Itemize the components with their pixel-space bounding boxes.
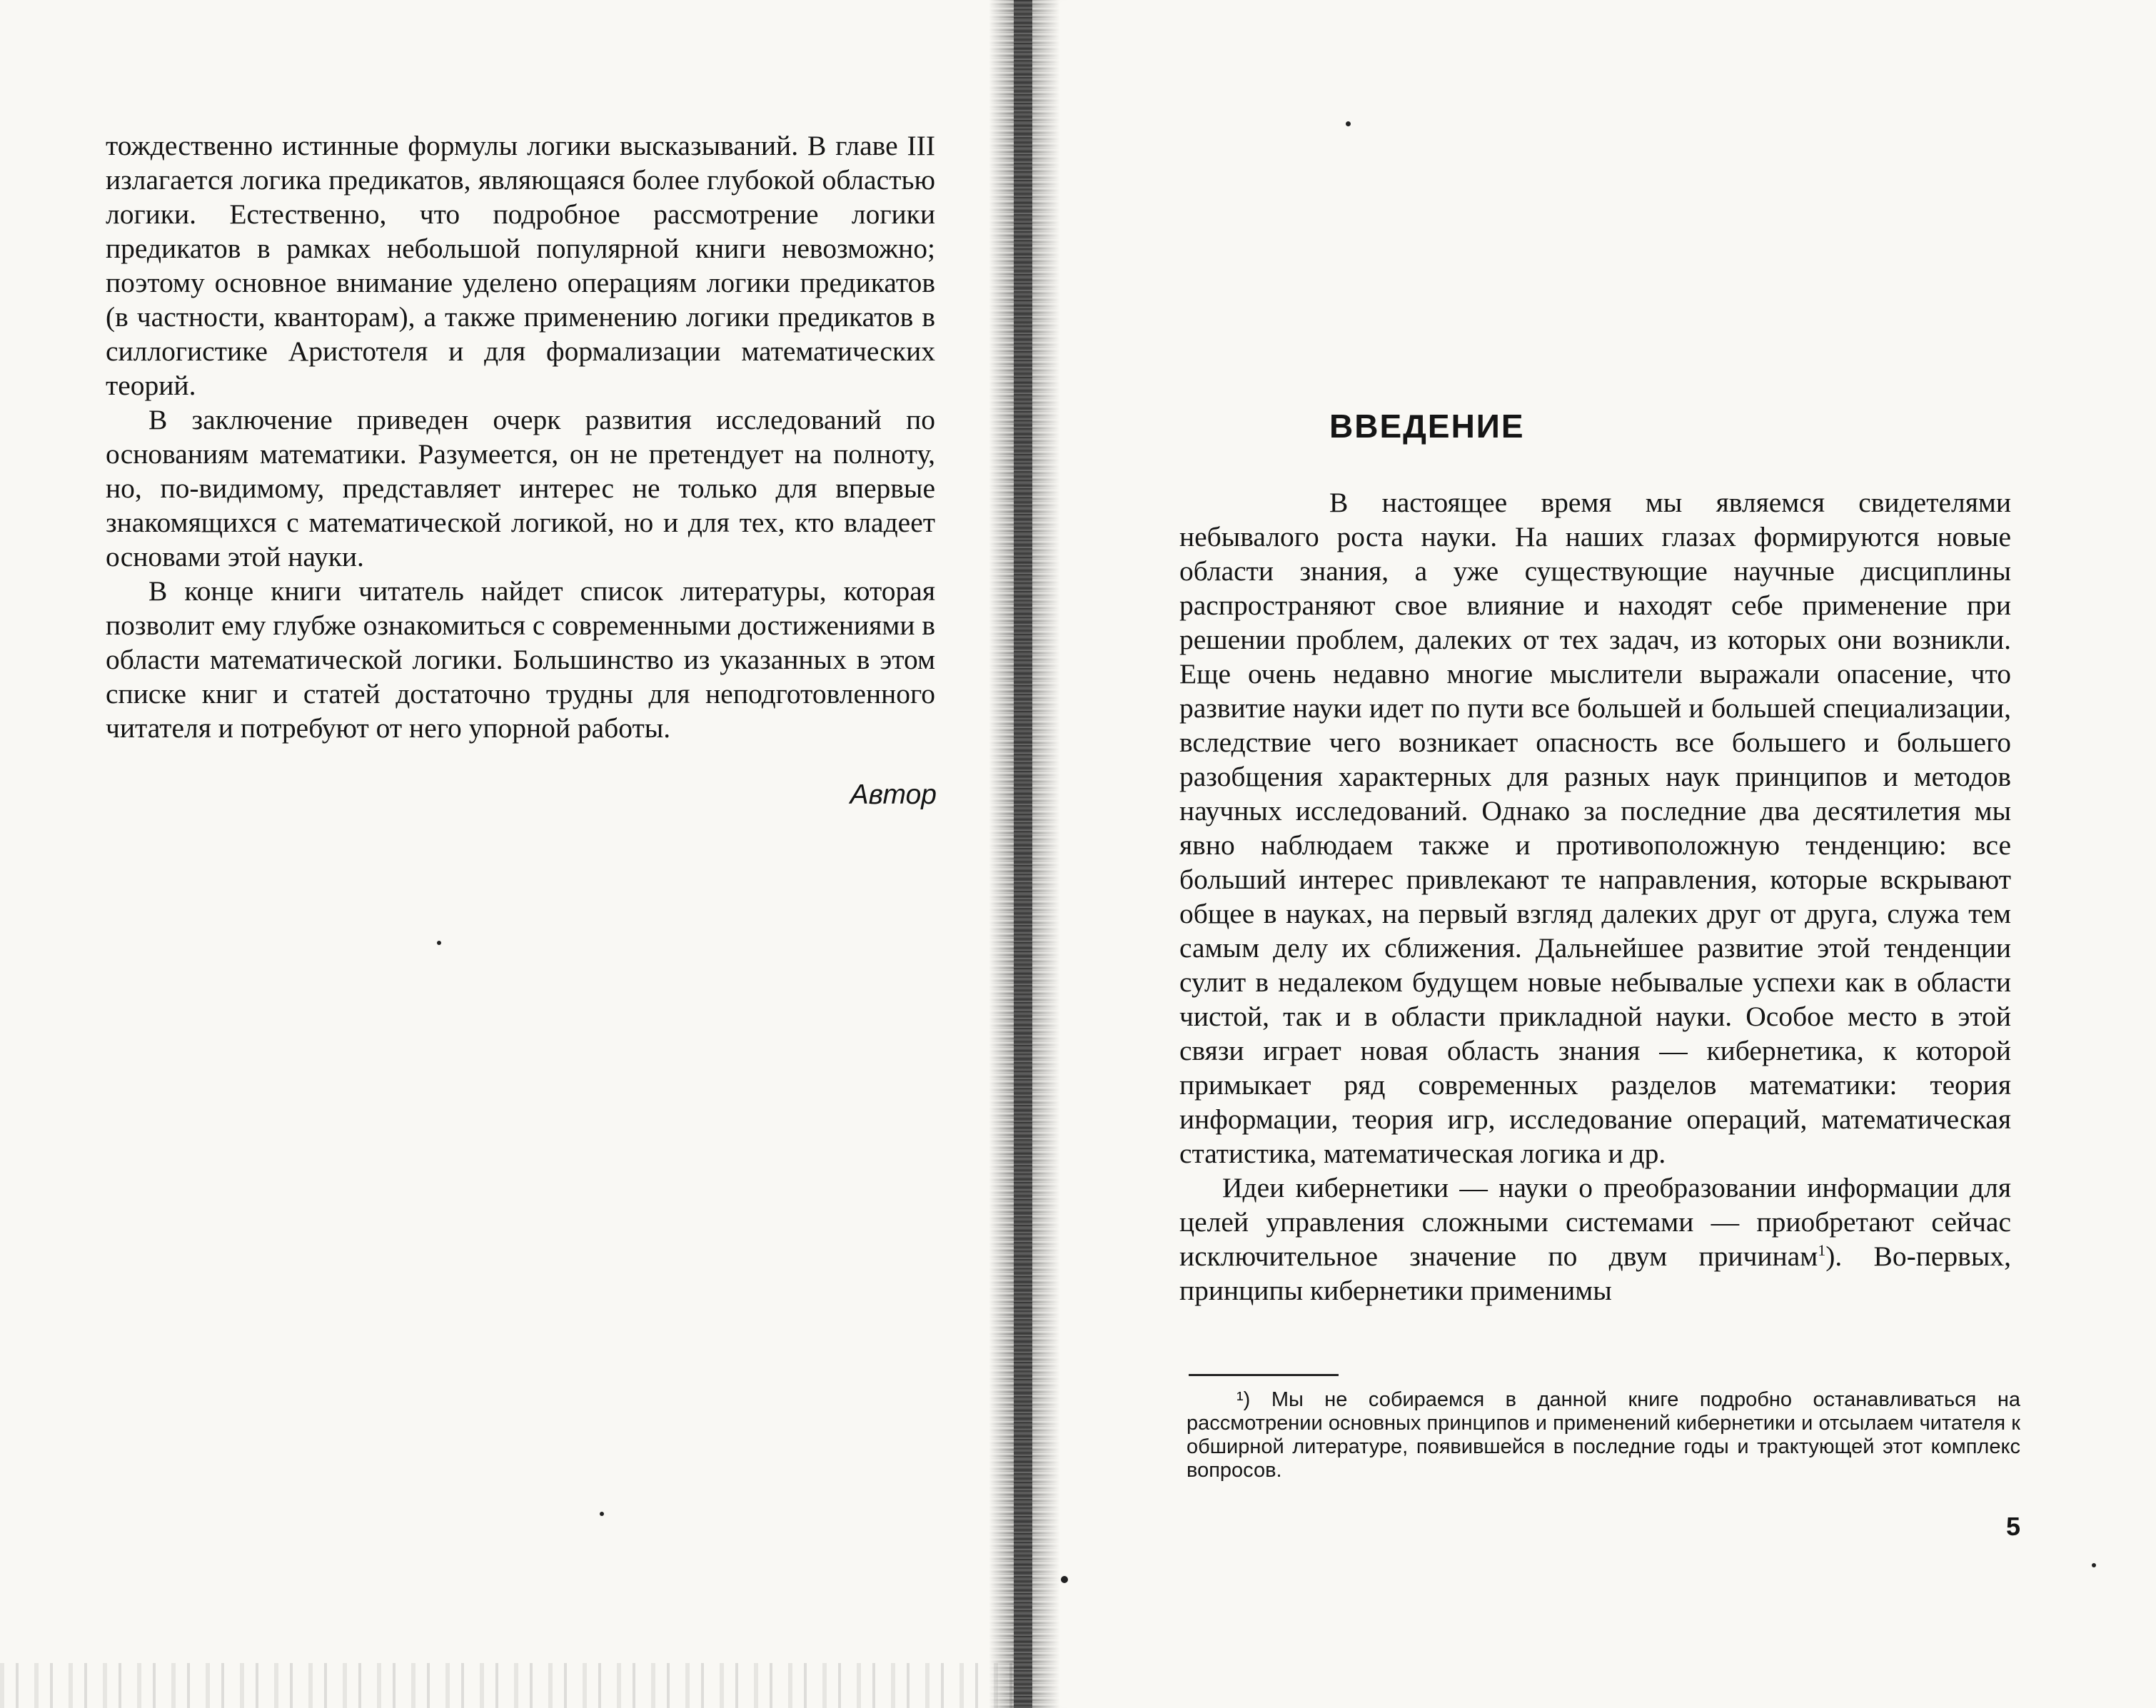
paragraph-text: ). Во-первых, принципы кибернетики применимы bbox=[1179, 1240, 2011, 1306]
page-number: 5 bbox=[2005, 1512, 2020, 1541]
scan-speck bbox=[2092, 1563, 2096, 1567]
paragraph bbox=[1179, 1171, 2011, 1308]
chapter-heading: ВВЕДЕНИЕ bbox=[1329, 408, 1525, 445]
footnote-mark: ¹) bbox=[1236, 1388, 1251, 1411]
footnote-reference: 1 bbox=[1818, 1240, 1826, 1259]
scan-speck bbox=[1061, 1576, 1068, 1583]
author-signature: Автор bbox=[850, 779, 937, 810]
scan-speck bbox=[600, 1512, 604, 1516]
paragraph-text: Идеи кибернетики — науки о преобразовании информации для целей управления сложными системами — приобретают сейчас исключительное значение по двум причинам bbox=[1179, 1172, 2011, 1272]
scan-noise-bottom bbox=[0, 1663, 1014, 1708]
footnote-separator bbox=[1189, 1374, 1339, 1376]
paragraph: тождественно истинные формулы логики высказываний. В главе III излагается логика предикатов, являющаяся более глубокой областью логики. Естественно, что подробное рассмотрение логики предикатов в рамках небольшой популярной книги невозможно; поэтому основное внимание уделено операциям логики предикатов (в частности, кванторам), а также применению логики предикатов в силлогистике Аристотеля и для формализации математических теорий. bbox=[106, 130, 935, 401]
book-gutter-core bbox=[1014, 0, 1032, 1708]
footnote-text: Мы не собираемся в данной книге подробно останавливаться на рассмотрении основных принципов и применений кибернетики и отсылаем читателя к обширной литературе, появившейся в последние годы и трактующей этот комплекс вопросов. bbox=[1187, 1388, 2020, 1482]
paragraph: В заключение приведен очерк развития исследований по основаниям математики. Разумеется, он не претендует на полноту, но, по-видимому, представляет интерес не только для впервые знакомящихся с математической логикой, но и для тех, кто владеет основами этой науки. bbox=[106, 404, 935, 572]
scan-speck bbox=[1346, 121, 1351, 126]
scan-speck bbox=[437, 941, 441, 945]
paragraph: В настоящее время мы являемся свидетелями небывалого роста науки. На наших глазах формируются новые области знания, а уже существующие научные дисциплины распространяют свое влияние и находят себе применение при решении проблем, далеких от тех задач, из которых они возникли. Еще очень недавно многие мыслители выражали опасение, что развитие науки идет по пути все большей и большей специализации, вследствие чего возникает опасность все большего и большего разобщения характерных для разных наук принципов и методов научных исследований. Однако за последние два десятилетия мы явно наблюдаем также и противоположную тенденцию: все больший интерес привлекают те направления, которые вскрывают общее в науках, на первый взгляд далеких друг от друга, служа тем самым делу их сближения. Дальнейшее развитие этой тенденции сулит в недалеком будущем новые небывалые успехи как в области чистой, так и в области прикладной науки. Особое место в этой связи играет новая область знания — кибернетика, к которой примыкает ряд современных разделов математики: теория информации, теория игр, исследование операций, математическая статистика, математическая логика и др. bbox=[1179, 487, 2011, 1169]
right-page-text bbox=[1179, 485, 2011, 1308]
paragraph: В конце книги читатель найдет список литературы, которая позволит ему глубже ознакомиться с современными достижениями в области математической логики. Большинство из указанных в этом списке книг и статей достаточно трудны для неподготовленного читателя и потребуют от него упорной работы. bbox=[106, 575, 936, 744]
left-page-text bbox=[106, 128, 935, 745]
footnote bbox=[1187, 1388, 2020, 1482]
